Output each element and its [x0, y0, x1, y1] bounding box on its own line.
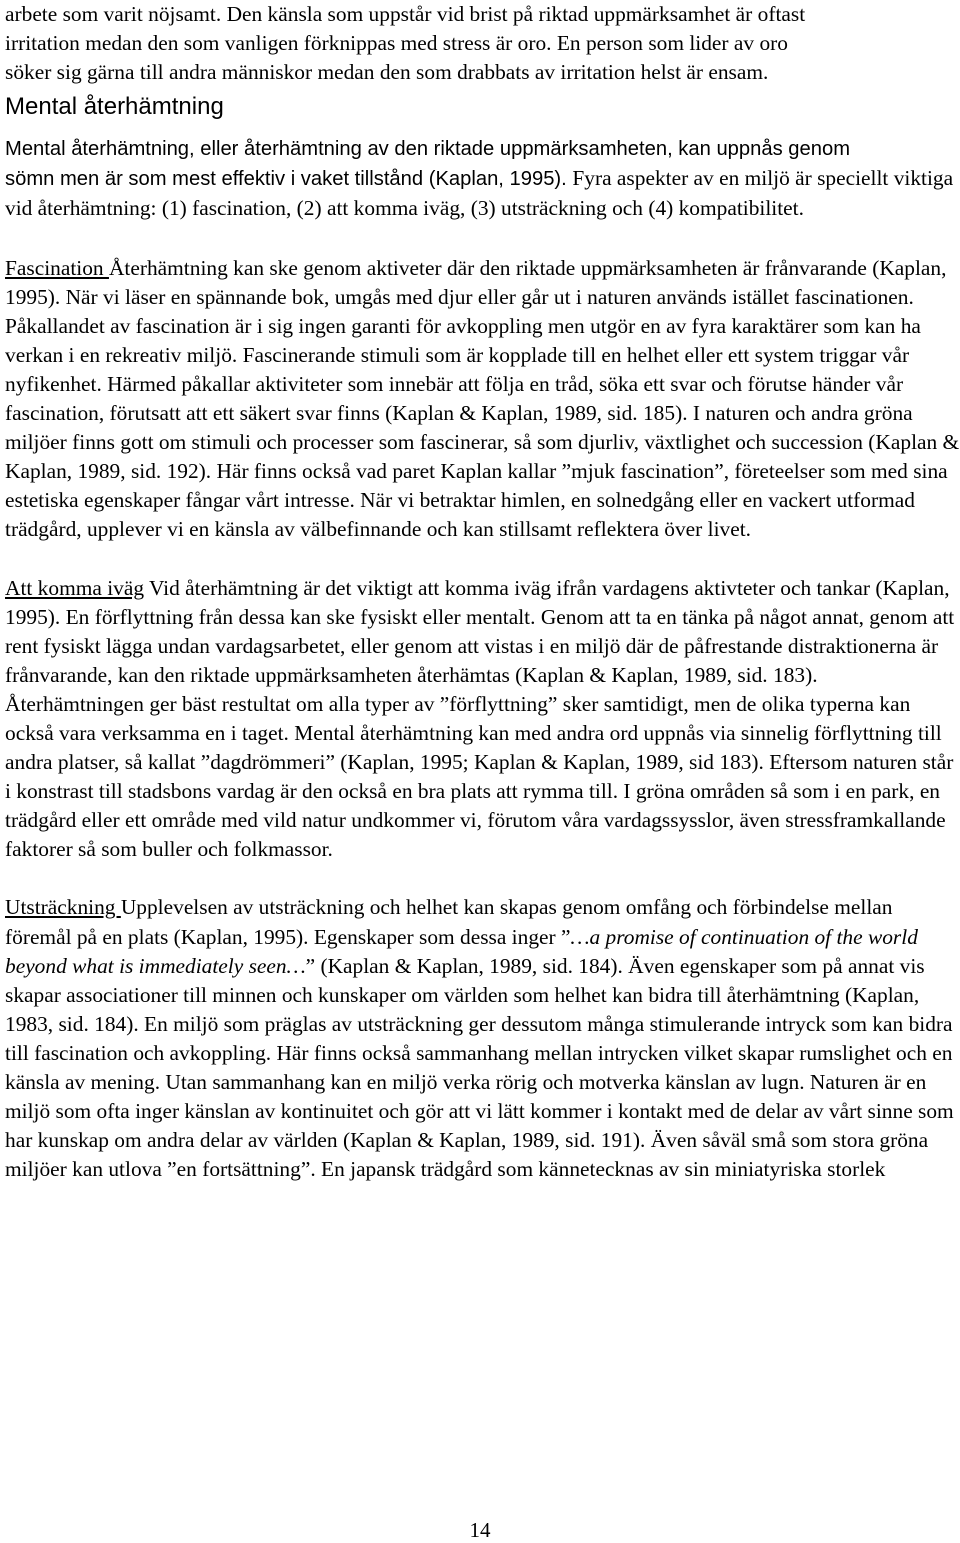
intro-line-1: arbete som varit nöjsamt. Den känsla som uppstår vid brist på riktad uppmärksamhet är oftast: [5, 2, 806, 26]
utstrackning-text-1: Upplevelsen av utsträckning och helhet kan skapas genom omfång och förbindelse mellan föremål på en plats (Kaplan, 1995). Egenskaper som dessa inger ”: [5, 895, 893, 949]
fascination-paragraph: [5, 254, 960, 545]
mental-line-1: Mental återhämtning, eller återhämtning av den riktade uppmärksamheten, kan uppnås genom: [5, 138, 851, 161]
intro-line-3: söker sig gärna till andra människor medan den som drabbats av irritation helst är ensam.: [5, 60, 769, 85]
utstrackning-text-2: ” (Kaplan & Kaplan, 1989, sid. 184). Även egenskaper som på annat vis skapar associationer till minnen och kunskaper om världen som helhet kan bidra till återhämtning (Kaplan, 1983, sid. 184). En miljö som präglas av utsträckning ger dessutom många stimulerande intryck som kan bidra till fascination och avkoppling. Här finns också sammanhang mellan intrycken vilket skapar rumslighet och en känsla av mening. Utan sammanhang kan en miljö verka rörig och motverka känslan av lugn. Naturen är en miljö som ofta inger känslan av kontinuitet och gör att vi lätt kommer i kontakt med de delar av vårt sinne som har kunskap om andra delar av världen (Kaplan & Kaplan, 1989, sid. 191). Även såväl små som stora gröna miljöer kan utlova ”en fortsättning”. En japansk trädgård som kännetecknas av sin miniatyriska storlek: [5, 953, 954, 1182]
mental-paragraph: [5, 135, 960, 224]
fascination-text-2: När vi läser en spännande bok, umgås med djur eller går ut i naturen används istället fascinationen. Påkallandet av fascination är i sig ingen garanti för avkoppling men utgör en av fyra karaktärer som kan ha verkan i en rekreativ miljö. Fascinerande stimuli som är kopplade till en helhet eller ett system triggar vår nyfikenhet. Härmed påkallar aktiviteter som innebär att följa en tråd, söka ett svar och förutse händer vår fascination, förutsatt att ett säkert svar finns (Kaplan & Kaplan, 1989, sid. 185). I naturen och andra gröna miljöer finns gott om stimuli och processer som fascinerar, så som djurliv, växtlighet och succession (Kaplan & Kaplan, 1989, sid. 192). Här finns också vad paret Kaplan kallar ”mjuk fascination”, företeelser som med sina estetiska egenskaper fångar vårt intresse. När vi betraktar himlen, en solnedgång eller en vackert utformad trädgård, upplever vi en känsla av välbefinnande och kan stillsamt reflektera över livet.: [5, 284, 960, 542]
utstrackning-quote: …a promise of continuation of the world beyond what is immediately seen…: [5, 924, 918, 978]
komma-ivag-title: Att komma iväg: [5, 575, 145, 600]
komma-ivag-text: Vid återhämtning är det viktigt att komma iväg ifrån vardagens aktivteter och tankar (Kaplan, 1995). En förflyttning från dessa kan ske fysiskt eller mentalt. Genom att ta en tänka på något annat, genom att rent fysiskt lägga undan vardagsarbetet, eller genom att vistas i en miljö där de påfrestande distraktionerna är frånvarande, kan den riktade uppmärksamheten återhämtas (Kaplan & Kaplan, 1989, sid. 183). Återhämtningen ger bäst restultat om alla typer av ”förflyttning” sker samtidigt, men de olika typerna kan också vara verksamma en i taget. Mental återhämtning kan med andra ord uppnås via sinnelig förflyttning till andra platser, så kallat ”dagdrömmeri” (Kaplan, 1995; Kaplan & Kaplan, 1989, sid 183). Eftersom naturen står i konstrast till stadsbons vardag är den också en bra plats att rymma till. I gröna områden så som i en park, en trädgård eller ett område med vild natur undkommer vi, förutom våra vardagssysslor, även stressframkallande faktorer så som buller och folkmassor.: [5, 575, 955, 862]
page-number: 14: [469, 1518, 491, 1542]
mental-aspects: Fyra aspekter av en miljö är speciellt viktiga vid återhämtning: (1) fascination, (2) att komma iväg, (3) utsträckning och (4) kompatibilitet.: [5, 166, 954, 221]
section-heading: Mental återhämtning: [5, 93, 224, 121]
intro-line-2: irritation medan den som vanligen förknippas med stress är oro. En person som lider av oro: [5, 31, 788, 56]
document-page: [5, 0, 960, 1184]
fascination-title: Fascination: [5, 255, 109, 280]
fascination-text-1: Återhämtning kan ske genom aktiveter där den riktade uppmärksamheten är frånvarande (Kaplan, 1995).: [5, 255, 947, 309]
utstrackning-title: Utsträckning: [5, 895, 121, 920]
utstrackning-paragraph: [5, 893, 960, 1184]
mental-line-2: sömn men är som mest effektiv i vaket tillstånd (Kaplan, 1995).: [5, 168, 567, 191]
komma-ivag-paragraph: [5, 574, 960, 865]
intro-paragraph: [5, 0, 960, 87]
